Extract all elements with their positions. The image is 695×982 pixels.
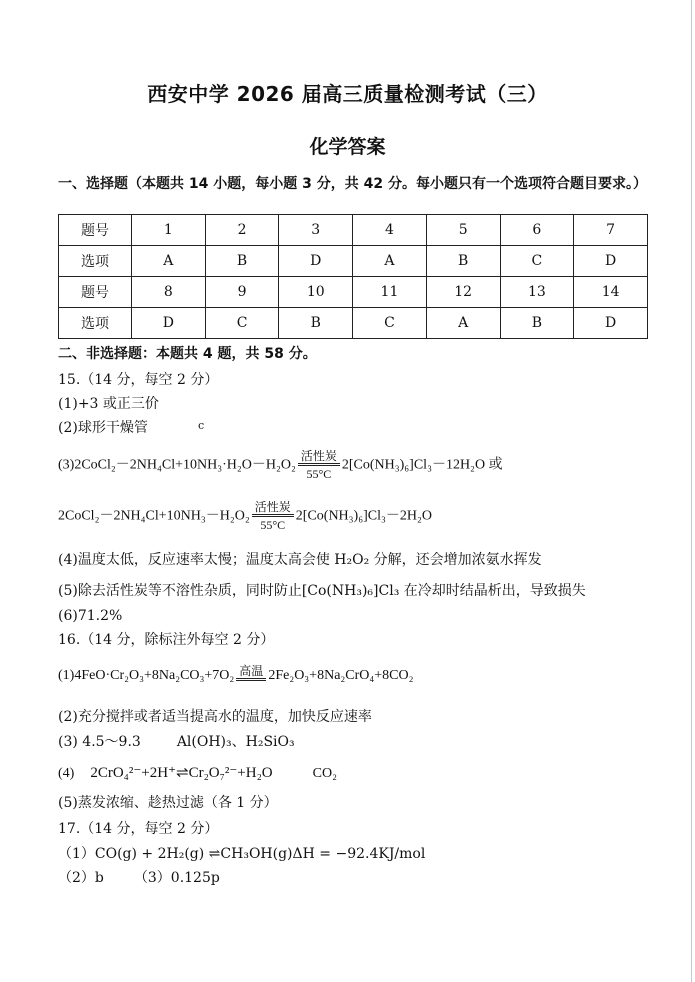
q16-answer-4-equation: 2CrO₄²⁻+2H⁺⇌Cr₂O₇²⁻+H₂O [90,765,273,781]
q15-header: 15.（14 分，每空 2 分） [58,372,219,388]
reaction-condition [236,664,266,681]
q16-eq-left: 4FeO·Cr₂O₃+8Na₂CO₃+7O₂ [74,668,235,683]
reaction-condition [252,500,294,533]
table-cell: C [205,308,279,339]
table-cell: A [132,246,206,277]
answer-table [58,214,648,339]
table-cell: A [353,246,427,277]
condition-temperature: 55°C [260,518,286,532]
table-row [59,215,648,246]
table-row-label: 题号 [59,277,132,308]
q16-answer-3-range: (3) 4.5～9.3 [58,734,141,750]
table-cell: A [426,308,500,339]
q16-answer-1 [58,664,414,685]
q15-answer-4: (4)温度太低，反应速率太慢；温度太高会使 H₂O₂ 分解，还会增加浓氨水挥发 [58,552,542,568]
table-cell: D [132,308,206,339]
condition-catalyst: 活性炭 [298,449,340,466]
table-row [59,246,648,277]
table-row [59,277,648,308]
table-cell: 7 [574,215,648,246]
q17-answer-3: （3）0.125p [133,870,220,886]
q15-answer-3-prefix: (3) [58,457,75,473]
table-cell: 12 [426,277,500,308]
q15-answer-3-line2 [58,500,432,533]
table-cell: B [205,246,279,277]
q15-answer-6: (6)71.2% [58,608,123,624]
q16-answer-3-species: Al(OH)₃、H₂SiO₃ [176,734,295,750]
q16-answer-5: (5)蒸发浓缩、趁热过滤（各 1 分） [58,795,278,811]
table-cell: 4 [353,215,427,246]
q17-answer-2-3 [58,869,220,887]
table-cell: 2 [205,215,279,246]
table-cell: 14 [574,277,648,308]
table-cell: C [500,246,574,277]
table-cell: C [353,308,427,339]
table-cell: 13 [500,277,574,308]
table-row-label: 题号 [59,215,132,246]
q16-answer-2: (2)充分搅拌或者适当提高水的温度，加快反应速率 [58,709,372,725]
table-cell: B [426,246,500,277]
condition-temperature: 55°C [306,467,332,481]
q15-answer-3-line1 [58,449,503,482]
page-subtitle: 化学答案 [309,136,386,158]
q15-eq2-right: 2[Co(NH₃)₆]Cl₃－2H₂O [295,508,432,524]
table-cell: D [574,246,648,277]
table-cell: 3 [279,215,353,246]
table-cell: 8 [132,277,206,308]
table-cell: 5 [426,215,500,246]
reaction-condition [298,449,340,482]
q15-eq1-right: 2[Co(NH₃)₆]Cl₃－12H₂O [341,457,486,473]
q15-eq2-left: 2CoCl₂－2NH₄Cl+10NH₃－H₂O₂ [58,508,250,524]
q15-answer-5: (5)除去活性炭等不溶性杂质，同时防止[Co(NH₃)₆]Cl₃ 在冷却时结晶析出，导致损失 [58,583,586,599]
condition-high-temperature: 高温 [236,664,266,681]
q16-answer-3 [58,733,295,751]
q15-eq1-left: 2CoCl₂－2NH₄Cl+10NH₃·H₂O－H₂O₂ [74,457,296,473]
q16-answer-4-gas: CO₂ [312,766,337,781]
q15-answer-2: (2)球形干燥管 [58,420,148,436]
page-title: 西安中学 2026 届高三质量检测考试（三） [147,82,548,106]
table-cell: 9 [205,277,279,308]
condition-catalyst: 活性炭 [252,500,294,517]
table-cell: B [279,308,353,339]
q15-answer-1: (1)+3 或正三价 [58,396,159,412]
table-row [59,308,648,339]
q16-answer-4-prefix: (4) [58,766,75,781]
q16-answer-1-prefix: (1) [58,668,75,683]
q16-header: 16.（14 分，除标注外每空 2 分） [58,632,275,648]
q15-or: 或 [488,457,503,473]
table-cell: 1 [132,215,206,246]
table-cell: 10 [279,277,353,308]
table-row-label: 选项 [59,308,132,339]
q16-eq-right: 2Fe₂O₃+8Na₂CrO₄+8CO₂ [268,668,414,683]
q17-header: 17.（14 分，每空 2 分） [58,821,219,837]
section1-heading: 一、选择题（本题共 14 小题，每小题 3 分，共 42 分。每小题只有一个选项符合题目要求。） [58,176,647,192]
q15-answer-2-mark: c [198,419,205,432]
table-cell: B [500,308,574,339]
table-row-label: 选项 [59,246,132,277]
q16-answer-4 [58,764,337,783]
table-cell: D [279,246,353,277]
table-cell: 6 [500,215,574,246]
section2-heading: 二、非选择题：本题共 4 题，共 58 分。 [58,346,317,362]
table-cell: 11 [353,277,427,308]
q17-answer-1: （1）CO(g) + 2H₂(g) ⇌CH₃OH(g)ΔH = −92.4KJ/mol [58,846,426,862]
q17-answer-2: （2）b [58,870,104,886]
table-cell: D [574,308,648,339]
